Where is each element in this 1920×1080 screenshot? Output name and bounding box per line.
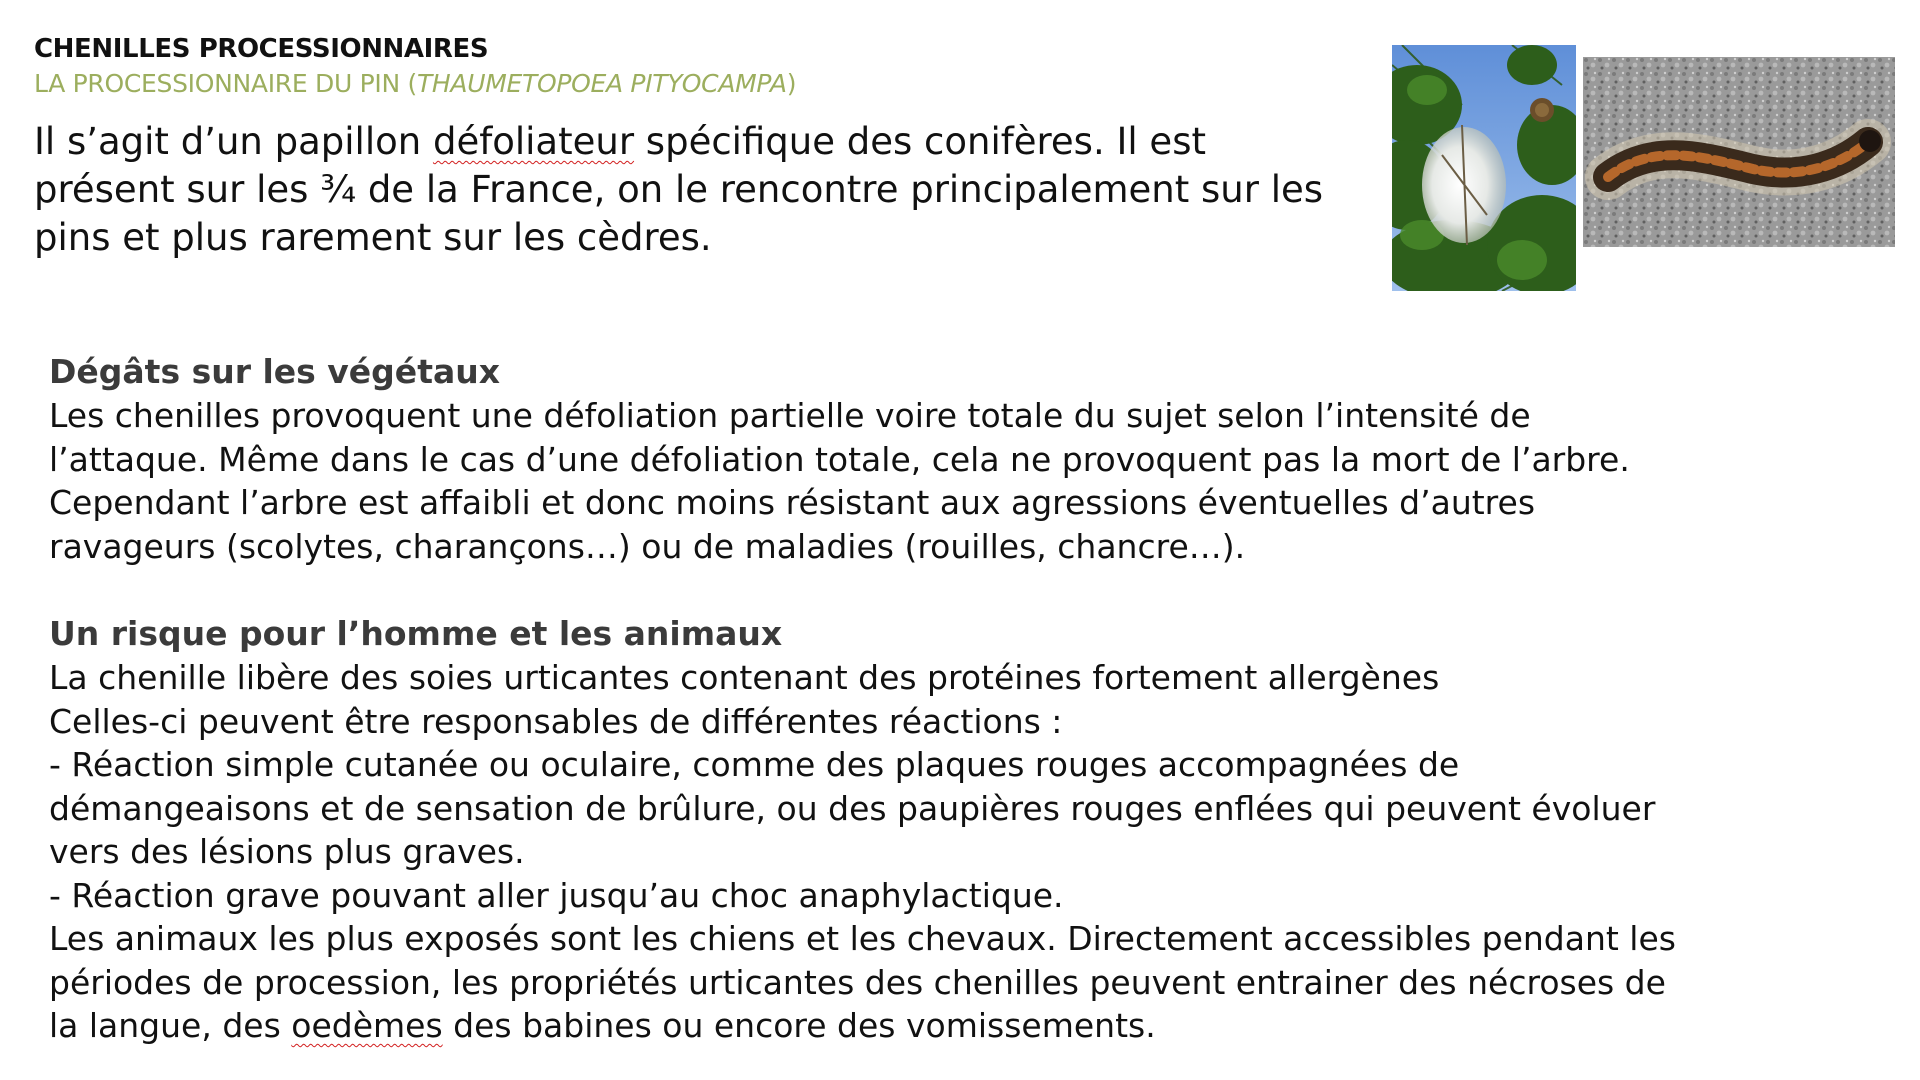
subtitle-suffix: ) <box>786 69 797 98</box>
spellcheck-flagged-word[interactable]: oedèmes <box>291 1006 443 1045</box>
page-subtitle <box>34 69 796 98</box>
risk-line: La chenille libère des soies urticantes contenant des protéines fortement allergènes <box>49 658 1440 697</box>
risk-heading: Un risque pour l’homme et les animaux <box>49 614 783 653</box>
damage-line: Les chenilles provoquent une défoliation partielle voire totale du sujet selon l’intensité de <box>49 396 1531 435</box>
spellcheck-flagged-word[interactable]: défoliateur <box>432 120 635 163</box>
risk-line: périodes de procession, les propriétés urticantes des chenilles peuvent entrainer des nécroses de <box>49 962 1666 1002</box>
risk-text: des babines ou encore des vomissements. <box>442 1006 1156 1045</box>
damage-line: l’attaque. Même dans le cas d’une défoliation totale, cela ne provoquent pas la mort de l’arbre. <box>49 439 1630 479</box>
intro-text: spécifique des conifères. Il est <box>634 120 1206 163</box>
risk-line: Celles-ci peuvent être responsables de différentes réactions : <box>49 701 1063 741</box>
subtitle-prefix: LA PROCESSIONNAIRE DU PIN ( <box>34 69 417 98</box>
intro-line-1 <box>34 118 1404 166</box>
risk-line: - Réaction grave pouvant aller jusqu’au choc anaphylactique. <box>49 875 1064 915</box>
risk-line: Les animaux les plus exposés sont les chiens et les chevaux. Directement accessibles pendant les <box>49 919 1676 958</box>
damage-heading: Dégâts sur les végétaux <box>49 352 501 391</box>
risk-line: démangeaisons et de sensation de brûlure, ou des paupières rouges enflées qui peuvent évoluer <box>49 788 1656 828</box>
caterpillar-photo <box>1583 57 1895 247</box>
intro-line-2: présent sur les ¾ de la France, on le rencontre principalement sur les <box>34 168 1324 211</box>
damage-line: Cependant l’arbre est affaibli et donc moins résistant aux agressions éventuelles d’autres <box>49 483 1536 522</box>
pine-nest-photo <box>1392 45 1576 291</box>
risk-line: - Réaction simple cutanée ou oculaire, comme des plaques rouges accompagnées de <box>49 745 1460 784</box>
damage-line: ravageurs (scolytes, charançons…) ou de maladies (rouilles, chancre…). <box>49 526 1246 566</box>
page-title: CHENILLES PROCESSIONNAIRES <box>34 34 489 64</box>
intro-text: Il s’agit d’un papillon <box>34 120 433 163</box>
risk-section <box>49 612 1809 1048</box>
intro-line-3: pins et plus rarement sur les cèdres. <box>34 216 712 259</box>
risk-line: vers des lésions plus graves. <box>49 832 525 871</box>
damage-section <box>49 350 1809 568</box>
subtitle-latin-name: THAUMETOPOEA PITYOCAMPA <box>416 69 787 98</box>
risk-text: la langue, des <box>49 1006 292 1045</box>
risk-line-last <box>49 1004 1809 1048</box>
intro-paragraph <box>34 118 1404 262</box>
